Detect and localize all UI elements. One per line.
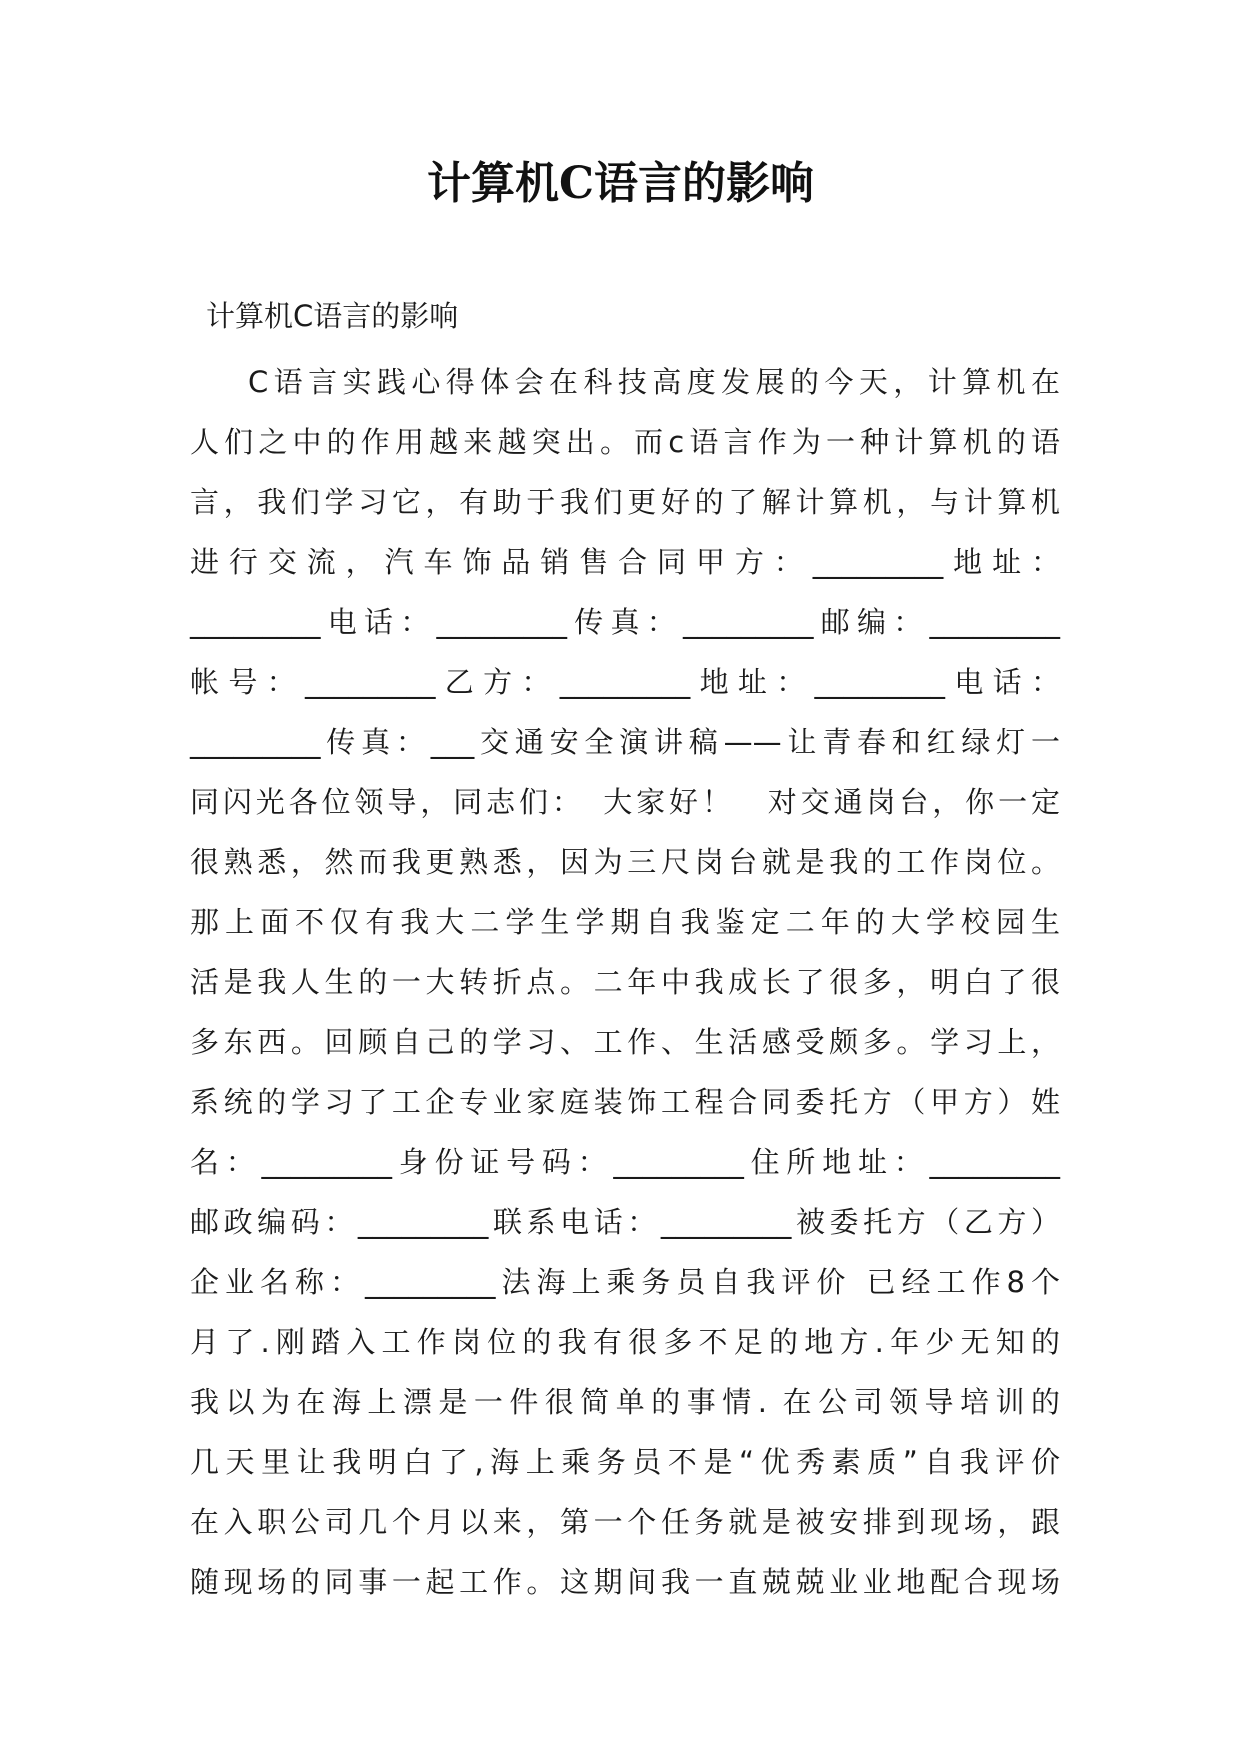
body-line: 随现场的同事一起工作。这期间我一直兢兢业业地配合现场 — [190, 1565, 1060, 1599]
body-line: 在入职公司几个月以来，第一个任务就是被安排到现场，跟 — [190, 1505, 1060, 1539]
body-line: 帐号：_________乙方：_________地址：_________电话： — [190, 665, 1060, 699]
body-line: 同闪光各位领导，同志们： 大家好！ 对交通岗台，你一定 — [190, 785, 1060, 819]
body-line: 活是我人生的一大转折点。二年中我成长了很多，明白了很 — [190, 965, 1060, 999]
body-line: 言，我们学习它，有助于我们更好的了解计算机，与计算机 — [190, 485, 1060, 519]
document-subtitle: 计算机C语言的影响 — [206, 299, 459, 333]
document-title: 计算机C语言的影响 — [426, 158, 815, 209]
body-line: 几天里让我明白了,海上乘务员不是“优秀素质”自我评价 — [190, 1445, 1060, 1479]
body-line: 月了.刚踏入工作岗位的我有很多不足的地方.年少无知的 — [190, 1325, 1060, 1359]
body-line: 企业名称：_________法海上乘务员自我评价 已经工作8个 — [190, 1265, 1060, 1299]
body-line: 那上面不仅有我大二学生学期自我鉴定二年的大学校园生 — [190, 905, 1060, 939]
body-line: 多东西。回顾自己的学习、工作、生活感受颇多。学习上， — [190, 1025, 1060, 1059]
body-line: C语言实践心得体会在科技高度发展的今天，计算机在 — [248, 365, 1060, 399]
body-line: 很熟悉，然而我更熟悉，因为三尺岗台就是我的工作岗位。 — [190, 845, 1060, 879]
body-line: 邮政编码：_________联系电话：_________被委托方（乙方） — [190, 1205, 1060, 1239]
body-text — [190, 352, 1060, 1612]
body-line: 系统的学习了工企专业家庭装饰工程合同委托方（甲方）姓 — [190, 1085, 1060, 1119]
body-line: _________电话：_________传真：_________邮编：_________ — [190, 605, 1060, 639]
body-line: 我以为在海上漂是一件很简单的事情. 在公司领导培训的 — [190, 1385, 1060, 1419]
body-line: _________传真：___交通安全演讲稿——让青春和红绿灯一 — [190, 725, 1060, 759]
body-line: 名：_________身份证号码：_________住所地址：_________ — [190, 1145, 1060, 1179]
body-line: 进行交流，汽车饰品销售合同甲方：_________地址： — [190, 545, 1060, 579]
body-line: 人们之中的作用越来越突出。而c语言作为一种计算机的语 — [190, 425, 1060, 459]
